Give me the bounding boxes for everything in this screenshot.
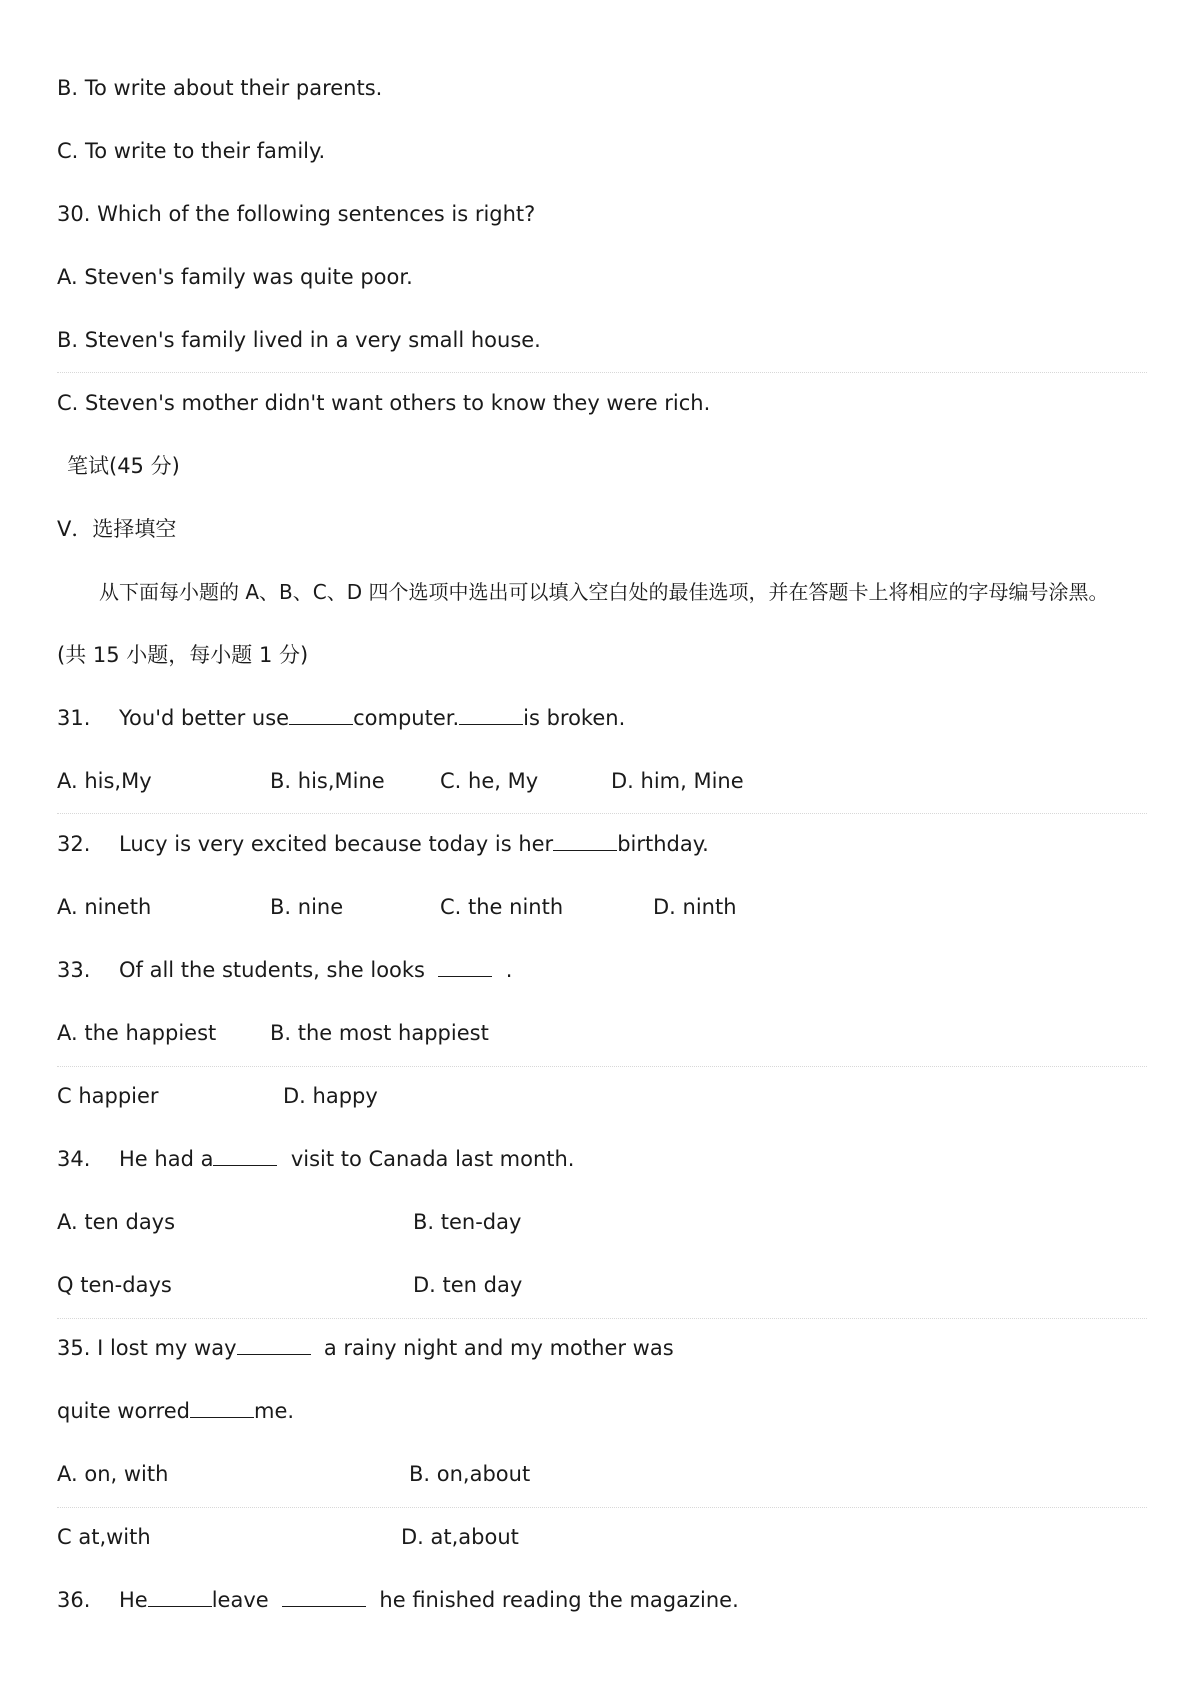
- option-a: A. his,My: [57, 769, 152, 793]
- question-30: 30. Which of the following sentences is right?: [57, 202, 536, 226]
- question-text: computer.: [353, 706, 460, 730]
- question-text: he finished reading the magazine.: [379, 1588, 739, 1612]
- question-number: 36.: [57, 1588, 91, 1612]
- question-text: is broken.: [523, 706, 626, 730]
- question-number: 31.: [57, 706, 91, 730]
- question-text: 35. I lost my way: [57, 1336, 237, 1360]
- section-title: V．选择填空: [57, 517, 177, 541]
- question-33: [57, 956, 512, 984]
- question-number: 33.: [57, 958, 91, 982]
- option-b: B. nine: [270, 895, 344, 919]
- question-text: a rainy night and my mother was: [323, 1336, 674, 1360]
- answer-blank: [289, 706, 353, 725]
- option-d: D. happy: [283, 1084, 378, 1108]
- instructions-note: (共 15 小题，每小题 1 分): [57, 643, 309, 667]
- dotted-divider: [57, 1507, 1147, 1508]
- option-a: A. nineth: [57, 895, 152, 919]
- question-34: [57, 1145, 575, 1173]
- option-line: A. Steven's family was quite poor.: [57, 265, 413, 289]
- question-text: Of all the students, she looks: [119, 958, 425, 982]
- option-c: Q ten-days: [57, 1273, 172, 1297]
- dotted-divider: [57, 1066, 1147, 1067]
- question-text: leave: [211, 1588, 269, 1612]
- option-d: D. him, Mine: [611, 769, 744, 793]
- question-36: [57, 1586, 739, 1614]
- question-text: He had a: [119, 1147, 214, 1171]
- answer-blank: [213, 1147, 277, 1166]
- question-text: visit to Canada last month.: [290, 1147, 575, 1171]
- dotted-divider: [57, 1318, 1147, 1319]
- option-c: C. the ninth: [440, 895, 564, 919]
- question-text: .: [505, 958, 513, 982]
- option-b: B. ten-day: [413, 1210, 522, 1234]
- question-32: [57, 830, 709, 858]
- answer-blank: [438, 958, 492, 977]
- option-b: B. the most happiest: [270, 1021, 489, 1045]
- option-a: A. ten days: [57, 1210, 176, 1234]
- answer-blank: [237, 1336, 311, 1355]
- question-text: quite worred: [57, 1399, 191, 1423]
- option-c: C. he, My: [440, 769, 539, 793]
- question-text: birthday.: [617, 832, 709, 856]
- question-number: 34.: [57, 1147, 91, 1171]
- question-number: 32.: [57, 832, 91, 856]
- question-text: me.: [254, 1399, 295, 1423]
- question-text: Lucy is very excited because today is her: [119, 832, 554, 856]
- option-line: B. Steven's family lived in a very small house.: [57, 328, 541, 352]
- option-line: B. To write about their parents.: [57, 76, 383, 100]
- question-35-continued: [57, 1397, 294, 1425]
- question-text: You'd better use: [119, 706, 290, 730]
- dotted-divider: [57, 372, 1147, 373]
- answer-blank: [459, 706, 523, 725]
- answer-blank: [553, 832, 617, 851]
- option-b: B. his,Mine: [270, 769, 385, 793]
- option-line: C. To write to their family.: [57, 139, 326, 163]
- answer-blank: [282, 1588, 366, 1607]
- option-d: D. ninth: [653, 895, 737, 919]
- question-35: [57, 1334, 674, 1362]
- option-a: A. on, with: [57, 1462, 169, 1486]
- option-a: A. the happiest: [57, 1021, 217, 1045]
- question-text: He: [119, 1588, 148, 1612]
- dotted-divider: [57, 813, 1147, 814]
- instructions-text: 从下面每小题的 A、B、C、D 四个选项中选出可以填入空白处的最佳选项，并在答题卡上将相应的字母编号涂黑。: [99, 580, 1109, 604]
- question-31: [57, 704, 625, 732]
- option-d: D. ten day: [413, 1273, 523, 1297]
- section-heading: 笔试(45 分): [67, 454, 180, 478]
- answer-blank: [190, 1399, 254, 1418]
- option-d: D. at,about: [401, 1525, 519, 1549]
- answer-blank: [148, 1588, 212, 1607]
- option-b: B. on,about: [409, 1462, 531, 1486]
- option-line: C. Steven's mother didn't want others to know they were rich.: [57, 391, 711, 415]
- option-c: C happier: [57, 1084, 159, 1108]
- option-c: C at,with: [57, 1525, 151, 1549]
